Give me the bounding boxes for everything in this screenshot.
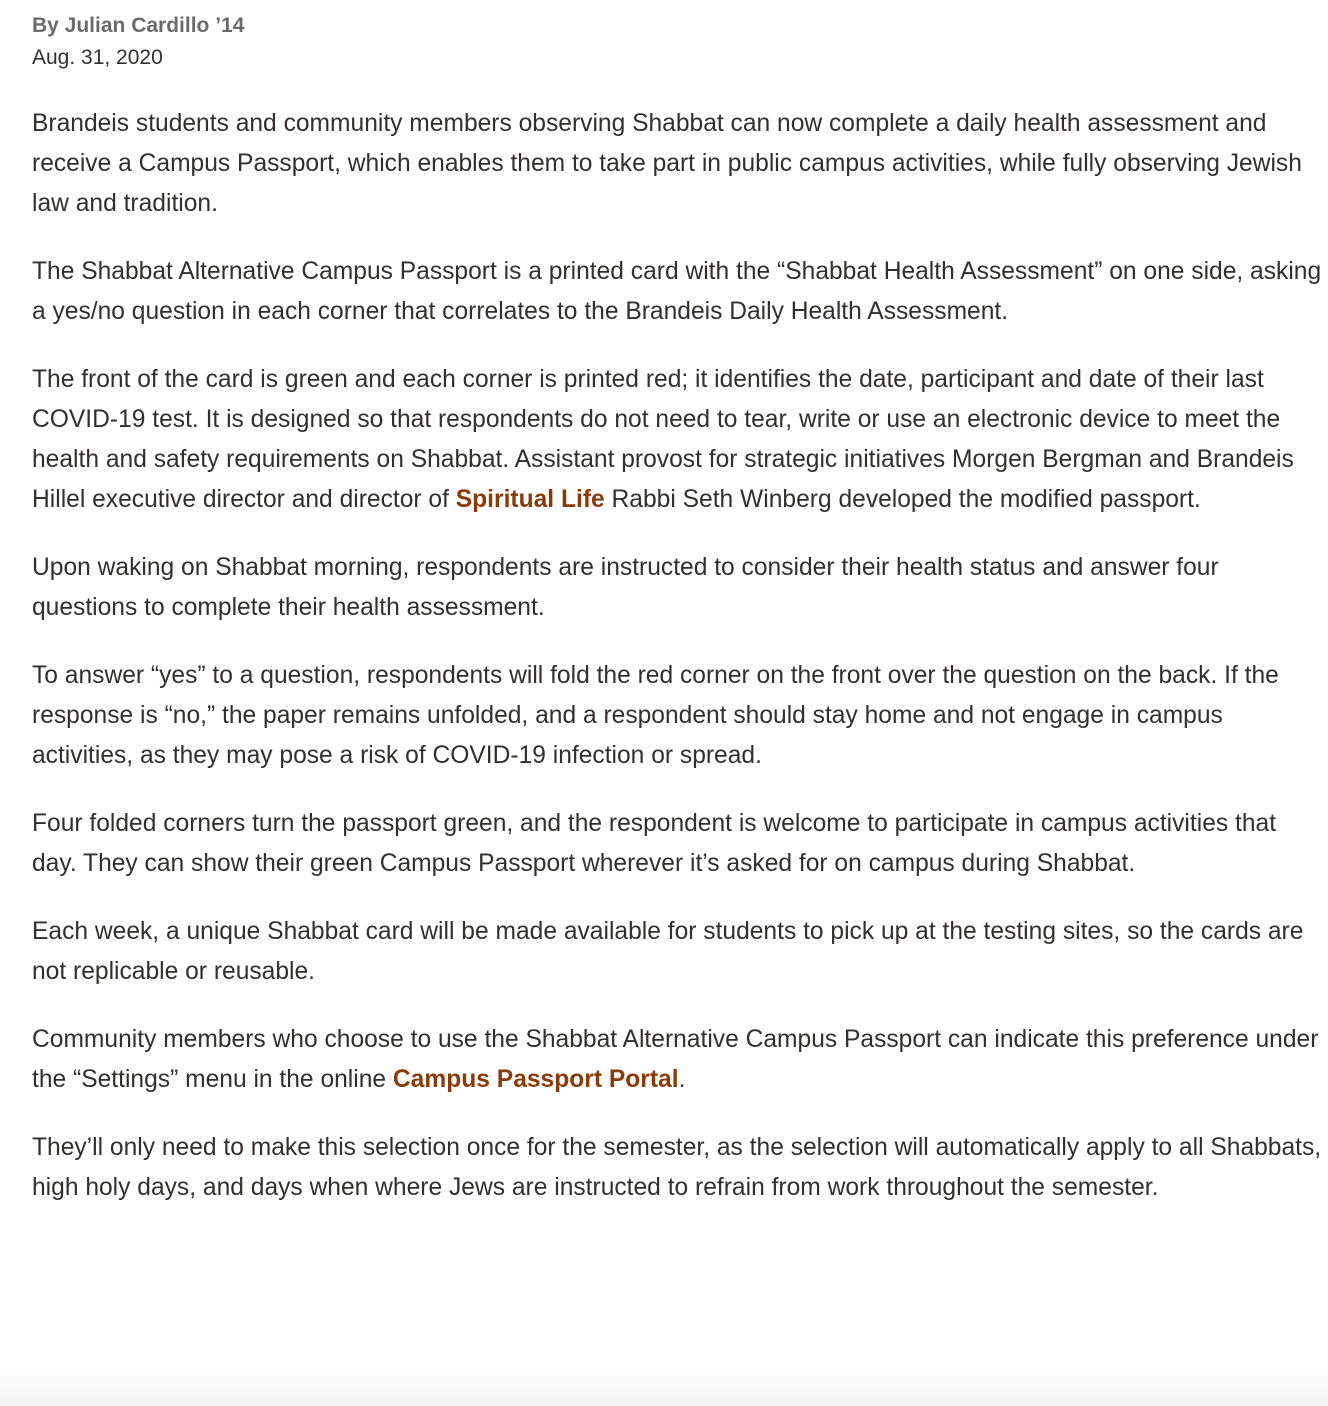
article <box>32 10 1322 1236</box>
paragraph-waking: Upon waking on Shabbat morning, respondents are instructed to consider their health status and answer four questions to complete their health assessment. <box>32 554 1219 621</box>
paragraph-folded-corners: Four folded corners turn the passport green, and the respondent is welcome to participate in campus activities that day. They can show their green Campus Passport wherever it’s asked for on campus during Shabbat. <box>32 810 1277 877</box>
bottom-fade <box>0 1362 1328 1406</box>
paragraph-text: . <box>678 1066 686 1093</box>
paragraph-text: Community members who choose to use the Shabbat Alternative Campus Passport can indicate this preference under the “Settings” menu in the online <box>32 1026 1319 1093</box>
paragraph-card-description: The Shabbat Alternative Campus Passport is a printed card with the “Shabbat Health Assessment” on one side, asking a yes/no question in each corner that correlates to the Brandeis Daily Health Assessment. <box>32 258 1322 325</box>
byline: By Julian Cardillo ’14 <box>32 14 245 37</box>
paragraph-card-front <box>32 360 1322 520</box>
paragraph-text: The front of the card is green and each corner is printed red; it identifies the date, participant and date of their last COVID-19 test. It is designed so that respondents do not need to tear, write or use an electronic device to meet the health and safety requirements on Shabbat. Assistant provost for strategic initiatives Morgen Bergman and Brandeis Hillel executive director and director of <box>32 366 1294 513</box>
paragraph-answer-yes: To answer “yes” to a question, respondents will fold the red corner on the front over the question on the back. If the response is “no,” the paper remains unfolded, and a respondent should stay home and not engage in campus activities, as they may pose a risk of COVID-19 infection or spread. <box>32 662 1279 769</box>
paragraph-settings <box>32 1020 1322 1100</box>
spiritual-life-link[interactable]: Spiritual Life <box>455 486 605 513</box>
paragraph-intro: Brandeis students and community members observing Shabbat can now complete a daily health assessment and receive a Campus Passport, which enables them to take part in public campus activities, while fully observing Jewish law and tradition. <box>32 110 1302 217</box>
campus-passport-portal-link[interactable]: Campus Passport Portal <box>392 1066 679 1093</box>
paragraph-text: Rabbi Seth Winberg developed the modified passport. <box>604 486 1201 513</box>
paragraph-semester: They’ll only need to make this selection once for the semester, as the selection will automatically apply to all Shabbats, high holy days, and days when where Jews are instructed to refrain from work throughout the semester. <box>32 1134 1322 1201</box>
publish-date: Aug. 31, 2020 <box>32 46 163 69</box>
paragraph-weekly-card: Each week, a unique Shabbat card will be made available for students to pick up at the testing sites, so the cards are not replicable or reusable. <box>32 918 1304 985</box>
